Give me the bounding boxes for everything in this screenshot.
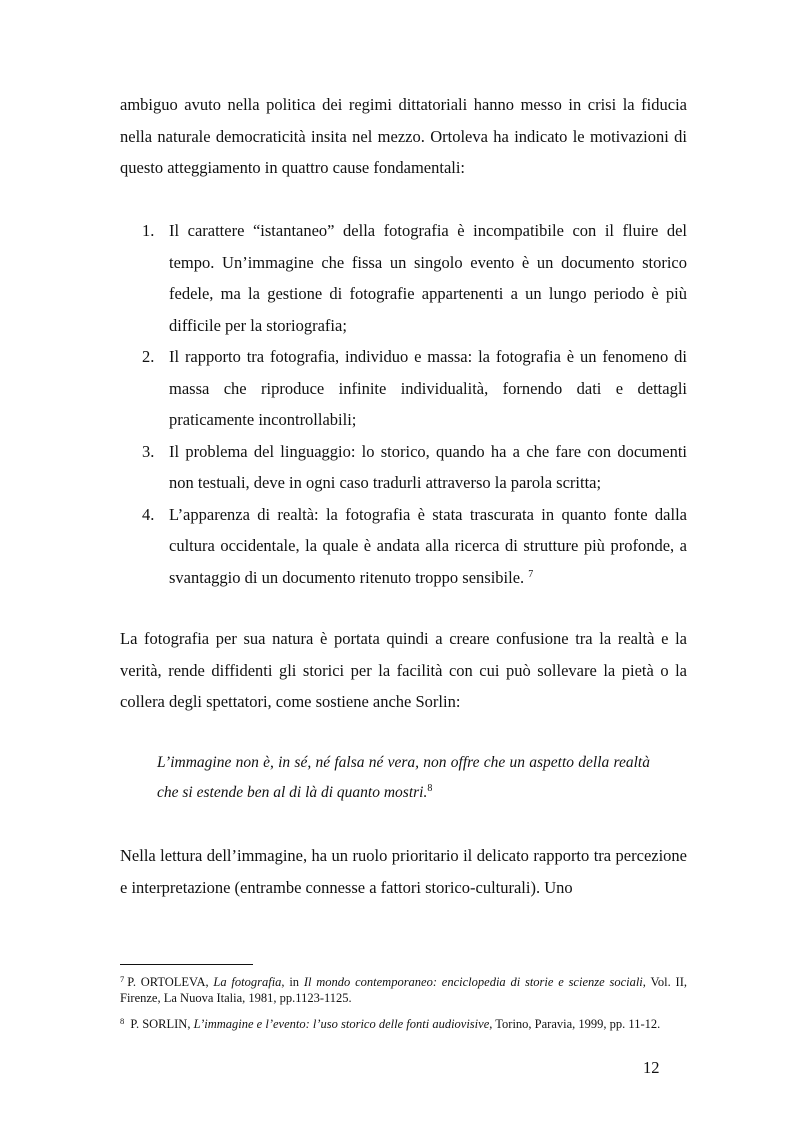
footnote-title: L’immagine e l’evento: l’uso storico delle fonti audiovisive: [193, 1017, 490, 1031]
paragraph-reading: Nella lettura dell’immagine, ha un ruolo prioritario il delicato rapporto tra percezione e interpretazione (entrambe connesse a fattori storico-culturali). Uno: [120, 846, 687, 897]
list-item: [120, 436, 687, 499]
footnote-number: 7: [120, 974, 125, 984]
list-item: [120, 499, 687, 594]
list-text: Il problema del linguaggio: lo storico, quando ha a che fare con documenti non testuali, deve in ogni caso tradurli attraverso la parola scritta;: [169, 441, 687, 492]
footnote-author: P. ORTOLEVA,: [127, 975, 214, 989]
footnote-title: Il mondo contemporaneo: enciclopedia di storie e scienze sociali: [303, 975, 643, 989]
footnote-number: 8: [120, 1016, 125, 1026]
list-text: Il carattere “istantaneo” della fotografia è incompatibile con il fluire del tempo. Un’immagine che fissa un singolo evento è un documento storico fedele, ma la gestione di fotografie appartenenti a un lungo periodo è più difficile per la storiografia;: [169, 221, 687, 335]
causes-list: [120, 215, 687, 593]
footnote-7: [120, 974, 687, 1006]
footnote-title: La fotografia: [213, 975, 282, 989]
footnote-ref-8[interactable]: 8: [427, 782, 433, 794]
list-item: [120, 341, 687, 436]
paragraph-sorlin-intro: La fotografia per sua natura è portata quindi a creare confusione tra la realtà e la verità, rende diffidenti gli storici per la facilità con cui può sollevare la pietà o la collera degli spettatori, come sostiene anche Sorlin:: [120, 629, 687, 711]
block-quote: [157, 748, 650, 807]
list-number: 3.: [142, 441, 155, 461]
paragraph-intro: ambiguo avuto nella politica dei regimi dittatoriali hanno messo in crisi la fiducia nella naturale democraticità insita nel mezzo. Ortoleva ha indicato le motivazioni di questo atteggiamento in quattro cause fondamentali:: [120, 95, 687, 177]
list-text: L’apparenza di realtà: la fotografia è stata trascurata in quanto fonte dalla cultura occidentale, la quale è andata alla ricerca di strutture più profonde, a svantaggio di un documento ritenuto troppo sensibile.: [169, 504, 687, 587]
list-number: 2.: [142, 347, 155, 366]
page-number: 12: [643, 1058, 660, 1077]
footnote-8: [120, 1016, 687, 1032]
quote-text: L’immagine non è, in sé, né falsa né vera, non offre che un aspetto della realtà che si estende ben al di là di quanto mostri.: [157, 754, 650, 801]
footnote-separator: [120, 964, 253, 965]
footnote-text: , Vol. II, Firenze, La Nuova Italia, 1981, pp.1123-1125.: [120, 975, 687, 1005]
footnote-text: , Torino, Paravia, 1999, pp. 11-12.: [489, 1017, 661, 1031]
list-item: [120, 215, 687, 341]
footnote-author: P. SORLIN,: [127, 1017, 194, 1031]
list-number: 4.: [142, 504, 155, 524]
list-number: 1.: [142, 221, 155, 240]
footnote-ref-7[interactable]: 7: [528, 568, 534, 580]
footnote-text: , in: [281, 975, 304, 989]
list-text: Il rapporto tra fotografia, individuo e massa: la fotografia è un fenomeno di massa che riproduce infinite individualità, fornendo dati e dettagli praticamente incontrollabili;: [169, 347, 687, 429]
